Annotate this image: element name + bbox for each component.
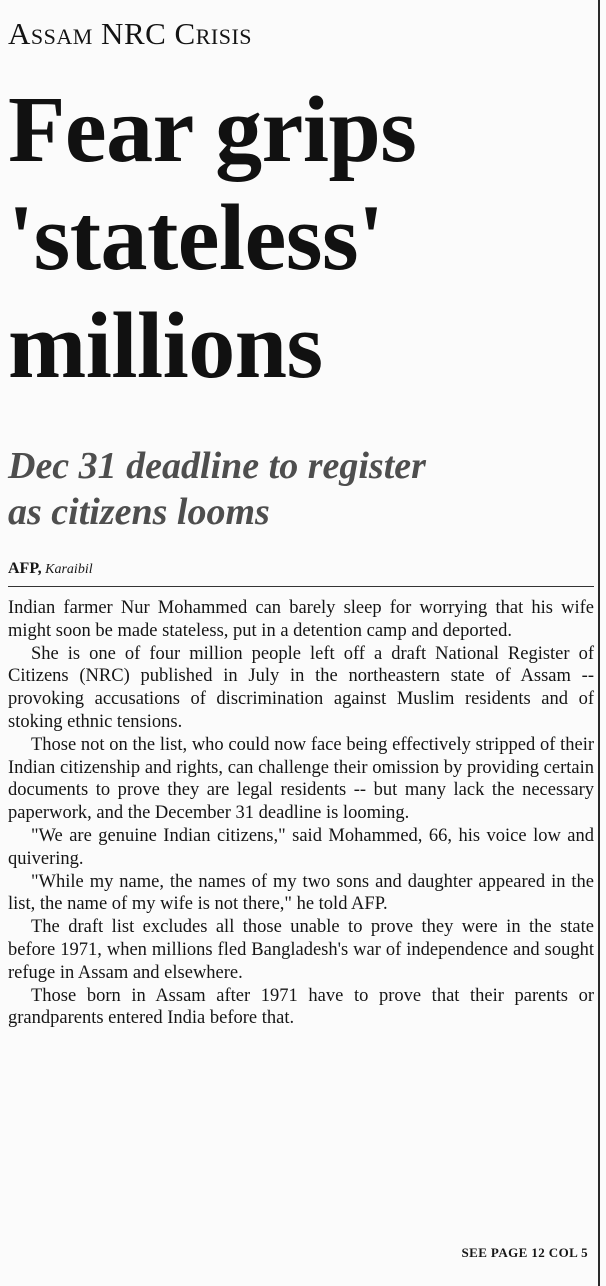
byline-dateline: Karaibil: [45, 562, 93, 577]
article-paragraph: Those not on the list, who could now face being effectively stripped of their Indian citizenship and rights, can challenge their omission by providing certain documents to prove they are legal residents -- but many lack the necessary paperwork, and the December 31 deadline is looming.: [8, 734, 594, 824]
subheadline: [8, 443, 598, 535]
article-paragraph: The draft list excludes all those unable to prove they were in the state before 1971, when millions fled Bangladesh's war of independence and sought refuge in Assam and elsewhere.: [8, 917, 594, 983]
column-rule: [598, 0, 600, 1286]
jump-line: SEE PAGE 12 COL 5: [461, 1245, 588, 1260]
subheadline-line: Dec 31 deadline to register: [8, 445, 426, 487]
headline-line: millions: [8, 294, 323, 398]
article-paragraph: She is one of four million people left off a draft National Register of Citizens (NRC) published in July in the northeastern state of Assam -- provoking accusations of discrimination against Muslim residents and of stoking ethnic tensions.: [8, 643, 594, 732]
divider-rule: [8, 586, 594, 587]
article-paragraph: "We are genuine Indian citizens," said Mohammed, 66, his voice low and quivering.: [8, 825, 594, 869]
headline-line: Fear grips: [8, 78, 417, 182]
article-paragraph: Those born in Assam after 1971 have to prove that their parents or grandparents entered India before that.: [8, 985, 594, 1029]
article-paragraph: Indian farmer Nur Mohammed can barely sleep for worrying that his wife might soon be made stateless, put in a detention camp and deported.: [8, 598, 594, 641]
byline: [8, 560, 93, 579]
headline: [8, 76, 598, 400]
headline-line: 'stateless': [8, 186, 384, 290]
subheadline-line: as citizens looms: [8, 491, 270, 533]
section-kicker: Assam NRC Crisis: [8, 16, 253, 51]
byline-agency: AFP,: [8, 560, 42, 577]
article-body: [8, 597, 594, 1030]
article-paragraph: "While my name, the names of my two sons and daughter appeared in the list, the name of my wife is not there," he told AFP.: [8, 871, 594, 915]
